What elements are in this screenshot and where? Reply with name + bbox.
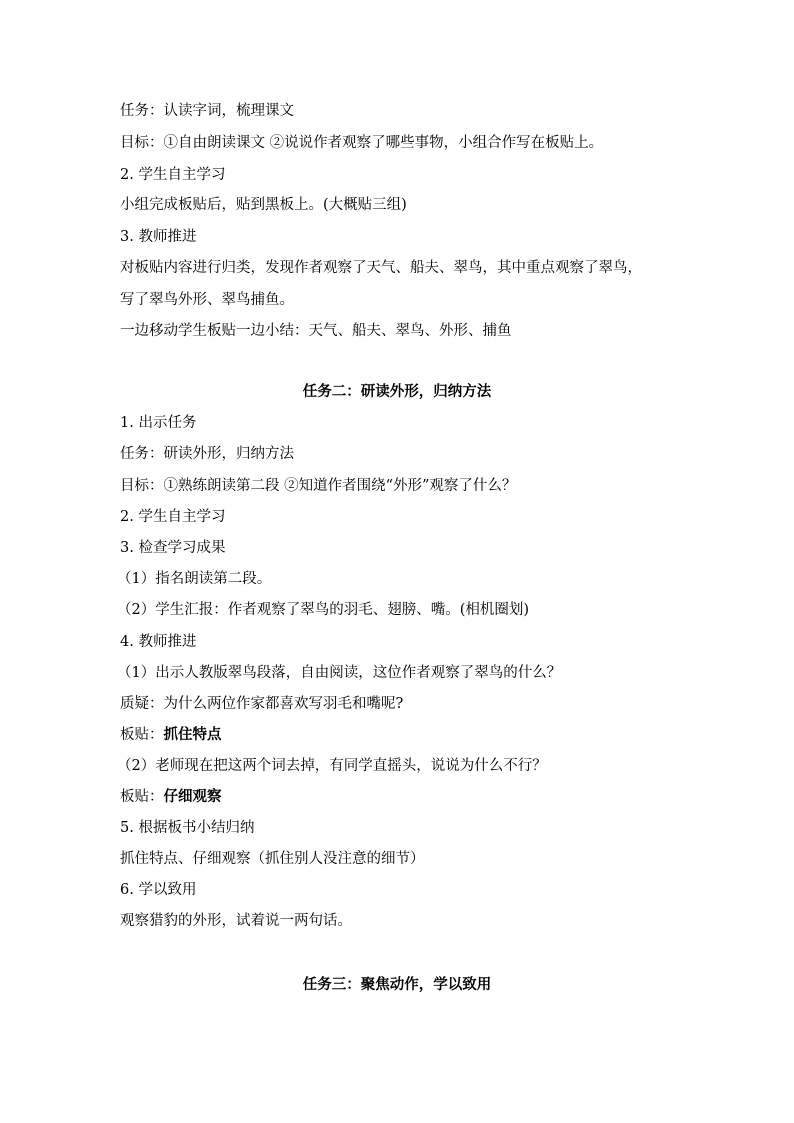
paragraph: 对板贴内容进行归类，发现作者观察了天气、船夫、翠鸟，其中重点观察了翠鸟， [120, 260, 642, 276]
task-line: 任务：研读外形，归纳方法 [120, 446, 294, 462]
board-label: 板贴： [120, 789, 164, 805]
step-heading: 2. 学生自主学习 [120, 509, 226, 525]
board-note [120, 725, 222, 745]
goal-line: 目标：①熟练朗读第二段 ②知道作者围绕“外形”观察了什么？ [120, 478, 517, 494]
paragraph: 质疑：为什么两位作家都喜欢写羽毛和嘴呢? [120, 696, 404, 712]
step-heading: 2. 学生自主学习 [120, 167, 226, 183]
step-heading: 3. 教师推进 [120, 229, 197, 245]
step-heading: 6. 学以致用 [120, 882, 197, 898]
board-value: 抓住特点 [163, 726, 222, 743]
sub-item: （2）学生汇报：作者观察了翠鸟的羽毛、翅膀、嘴。(相机圈划) [117, 602, 530, 618]
board-note [120, 787, 222, 807]
paragraph: 观察猎豹的外形，试着说一两句话。 [120, 913, 352, 929]
paragraph: 小组完成板贴后，贴到黑板上。(大概贴三组) [120, 197, 407, 213]
step-heading: 3. 检查学习成果 [120, 540, 226, 556]
paragraph: 一边移动学生板贴一边小结：天气、船夫、翠鸟、外形、捕鱼 [120, 323, 512, 339]
section-heading: 任务三：聚焦动作，学以致用 [302, 976, 492, 993]
task-line: 任务：认读字词，梳理课文 [120, 103, 294, 119]
paragraph: 抓住特点、仔细观察（抓住别人没注意的细节） [120, 851, 425, 867]
board-label: 板贴： [120, 727, 164, 743]
paragraph: 写了翠鸟外形、翠鸟捕鱼。 [120, 292, 294, 308]
section-heading: 任务二：研读外形，归纳方法 [302, 383, 492, 400]
step-heading: 4. 教师推进 [120, 634, 197, 650]
step-heading: 1. 出示任务 [120, 415, 197, 431]
sub-item: （2）老师现在把这两个词去掉，有同学直摇头，说说为什么不行？ [117, 758, 547, 774]
step-heading: 5. 根据板书小结归纳 [120, 820, 255, 836]
sub-item: （1）指名朗读第二段。 [117, 571, 272, 587]
goal-line: 目标：①自由朗读课文 ②说说作者观察了哪些事物，小组合作写在板贴上。 [120, 135, 604, 151]
board-value: 仔细观察 [163, 788, 222, 805]
sub-item: （1）出示人教版翠鸟段落，自由阅读，这位作者观察了翠鸟的什么？ [117, 665, 562, 681]
